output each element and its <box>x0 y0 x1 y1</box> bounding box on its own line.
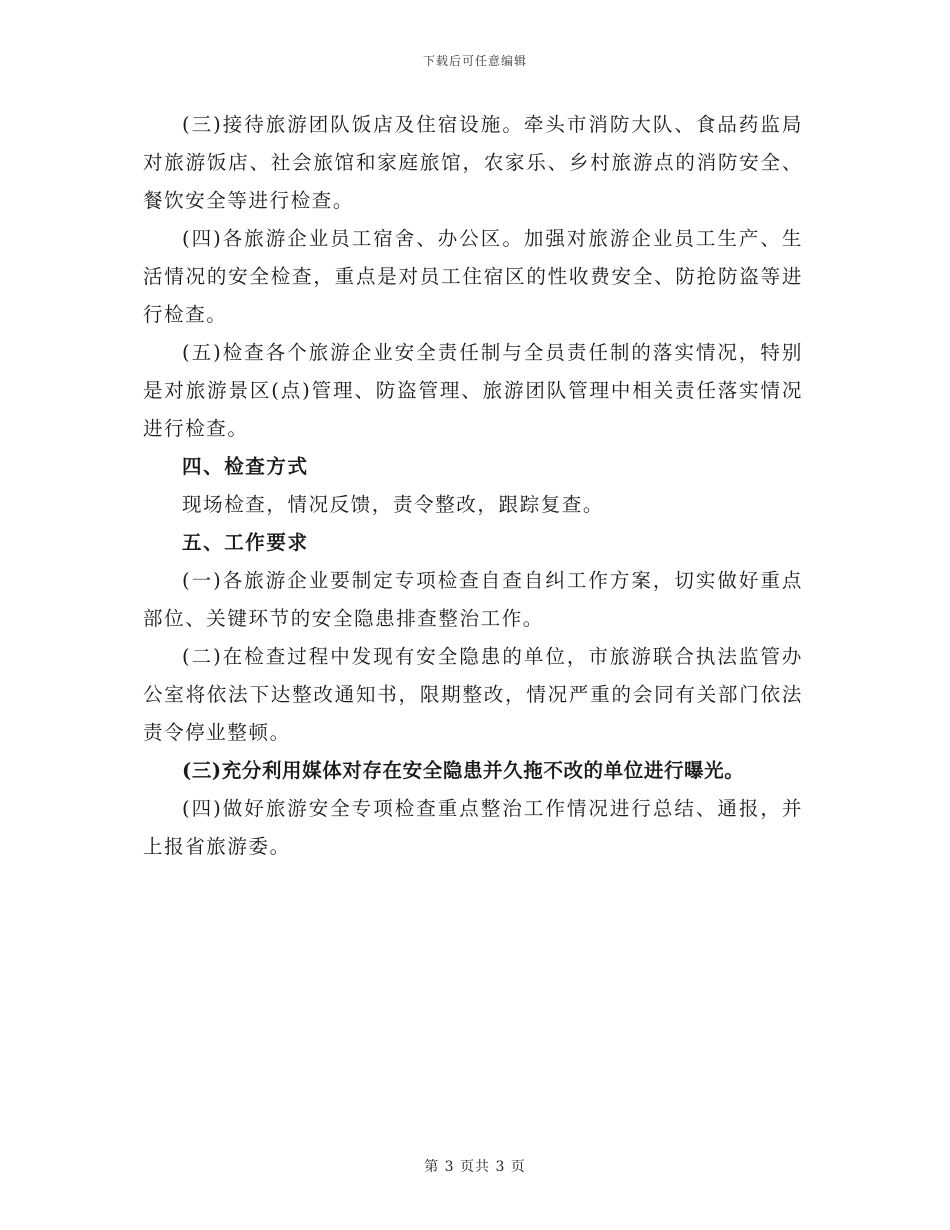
section-heading-inspection-method: 四、检查方式 <box>182 455 309 478</box>
paragraph-item-3: (三)接待旅游团队饭店及住宿设施。牵头市消防大队、食品药监局对旅游饭店、社会旅馆和家庭旅馆，农家乐、乡村旅游点的消防安全、餐饮安全等进行检查。 <box>143 113 803 212</box>
header-note: 下载后可任意编辑 <box>422 54 527 68</box>
paragraph-inspection-method: 现场检查，情况反馈，责令整改，跟踪复查。 <box>182 493 605 516</box>
paragraph-item-5: (五)检查各个旅游企业安全责任制与全员责任制的落实情况，特别是对旅游景区(点)管理、防盗管理、旅游团队管理中相关责任落实情况进行检查。 <box>143 341 803 440</box>
page-number: 第 3 页共 3 页 <box>424 1159 526 1175</box>
paragraph-requirement-3: (三)充分利用媒体对存在安全隐患并久拖不改的单位进行曝光。 <box>182 759 745 782</box>
document-body <box>143 106 803 866</box>
paragraph-requirement-1: (一)各旅游企业要制定专项检查自查自纠工作方案，切实做好重点部位、关键环节的安全隐患排查整治工作。 <box>143 569 803 630</box>
paragraph-requirement-2: (二)在检查过程中发现有安全隐患的单位，市旅游联合执法监管办公室将依法下达整改通知书，限期整改，情况严重的会同有关部门依法责令停业整顿。 <box>143 645 803 744</box>
paragraph-requirement-4: (四)做好旅游安全专项检查重点整治工作情况进行总结、通报，并上报省旅游委。 <box>143 797 803 858</box>
section-heading-work-requirements: 五、工作要求 <box>182 531 309 554</box>
paragraph-item-4: (四)各旅游企业员工宿舍、办公区。加强对旅游企业员工生产、生活情况的安全检查，重点是对员工住宿区的性收费安全、防抢防盗等进行检查。 <box>143 227 803 326</box>
